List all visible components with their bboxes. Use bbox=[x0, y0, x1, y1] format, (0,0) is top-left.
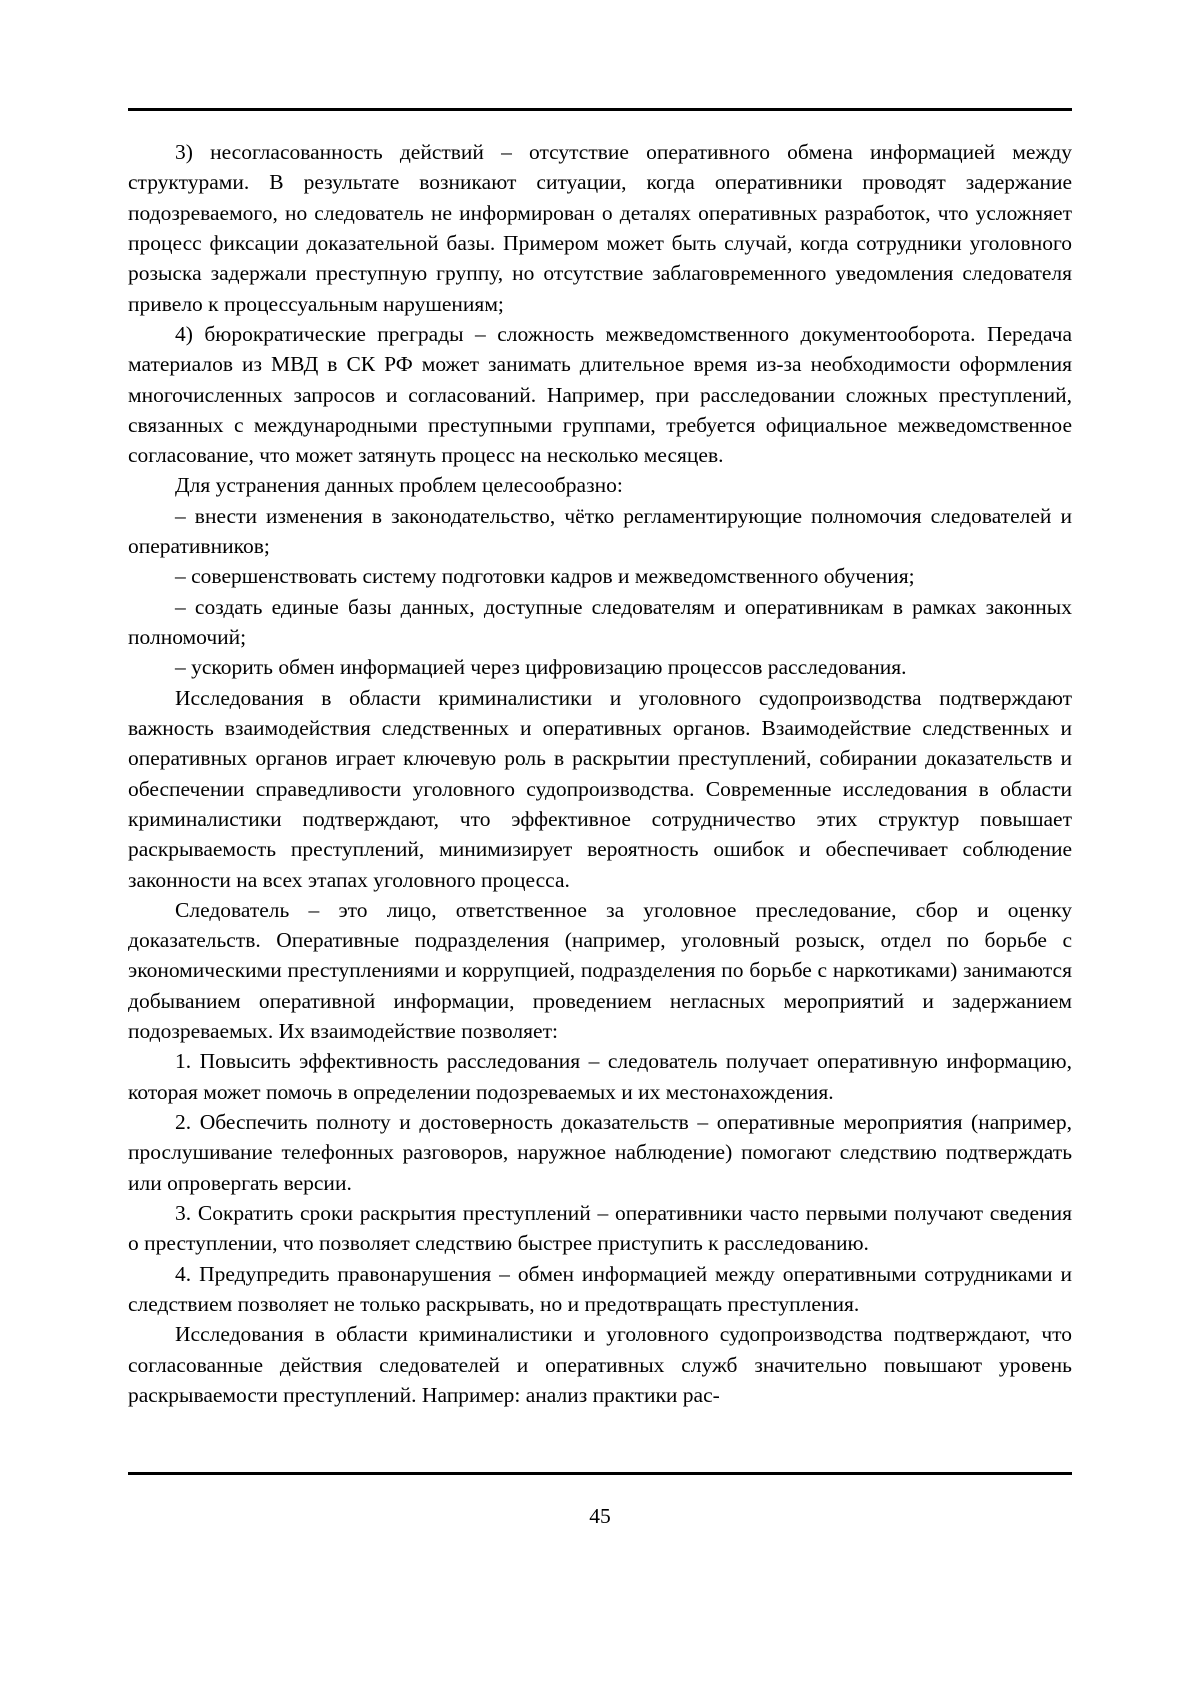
header-divider bbox=[128, 108, 1072, 111]
paragraph: – внести изменения в законодательство, чётко регламентирующие полномочия следователей и оперативников; bbox=[128, 503, 1072, 559]
paragraph: 4) бюрократические преграды – сложность межведомственного документооборота. Передача материалов из МВД в СК РФ может занимать длительное время из-за необходимости оформления многочисленных запросов и согласований. Например, при расследовании сложных преступлений, связанных с международными преступными группами, требуется официальное межведомственное согласование, что может затянуть процесс на несколько месяцев. bbox=[128, 321, 1072, 468]
footer-divider-wrap bbox=[128, 1472, 1072, 1475]
paragraph: 1. Повысить эффективность расследования – следователь получает оперативную информацию, которая может помочь в определении подозреваемых и их местонахождения. bbox=[128, 1049, 1072, 1104]
page-number: 45 bbox=[589, 1504, 611, 1528]
body-text-block bbox=[128, 137, 1072, 1410]
paragraph: 2. Обеспечить полноту и достоверность доказательств – оперативные мероприятия (например, прослушивание телефонных разговоров, наружное наблюдение) помогают следствию подтверждать или опровергать версии. bbox=[128, 1110, 1072, 1195]
paragraph: Исследования в области криминалистики и уголовного судопроизводства подтверждают важность взаимодействия следственных и оперативных органов. Взаимодействие следственных и оперативных органов играет ключевую роль в раскрытии преступлений, собирании доказательств и обеспечении справедливости уголовного судопроизводства. Современные исследования в области криминалистики подтверждают, что эффективное сотрудничество этих структур повышает раскрываемость преступлений, минимизирует вероятность ошибок и обеспечивает соблюдение законности на всех этапах уголовного процесса. bbox=[128, 685, 1072, 892]
paragraph: Следователь – это лицо, ответственное за уголовное преследование, сбор и оценку доказательств. Оперативные подразделения (например, уголовный розыск, отдел по борьбе с экономическими преступлениями и коррупцией, подразделения по борьбе с наркотиками) занимаются добыванием оперативной информации, проведением негласных мероприятий и задержанием подозреваемых. Их взаимодействие позволяет: bbox=[128, 897, 1072, 1044]
paragraph: – ускорить обмен информацией через цифровизацию процессов расследования. bbox=[175, 655, 907, 680]
page-content bbox=[128, 108, 1072, 1410]
paragraph: 4. Предупредить правонарушения – обмен информацией между оперативными сотрудниками и следствием позволяет не только раскрывать, но и предотвращать преступления. bbox=[128, 1261, 1072, 1316]
paragraph: Для устранения данных проблем целесообразно: bbox=[175, 473, 623, 498]
paragraph: Исследования в области криминалистики и уголовного судопроизводства подтверждают, что согласованные действия следователей и оперативных служб значительно повышают уровень раскрываемости преступлений. Например: анализ практики рас- bbox=[128, 1322, 1072, 1407]
paragraph: – создать единые базы данных, доступные следователям и оперативникам в рамках законных полномочий; bbox=[128, 594, 1072, 649]
paragraph: – совершенствовать систему подготовки кадров и межведомственного обучения; bbox=[175, 564, 915, 589]
paragraph: 3) несогласованность действий – отсутствие оперативного обмена информацией между структурами. В результате возникают ситуации, когда оперативники проводят задержание подозреваемого, но следователь не информирован о деталях оперативных разработок, что усложняет процесс фиксации доказательной базы. Примером может быть случай, когда сотрудники уголовного розыска задержали преступную группу, но отсутствие заблаговременного уведомления следователя привело к процессуальным нарушениям; bbox=[128, 140, 1072, 316]
footer-divider bbox=[128, 1472, 1072, 1475]
paragraph: 3. Сократить сроки раскрытия преступлений – оперативники часто первыми получают сведения о преступлении, что позволяет следствию быстрее приступить к расследованию. bbox=[128, 1200, 1072, 1256]
